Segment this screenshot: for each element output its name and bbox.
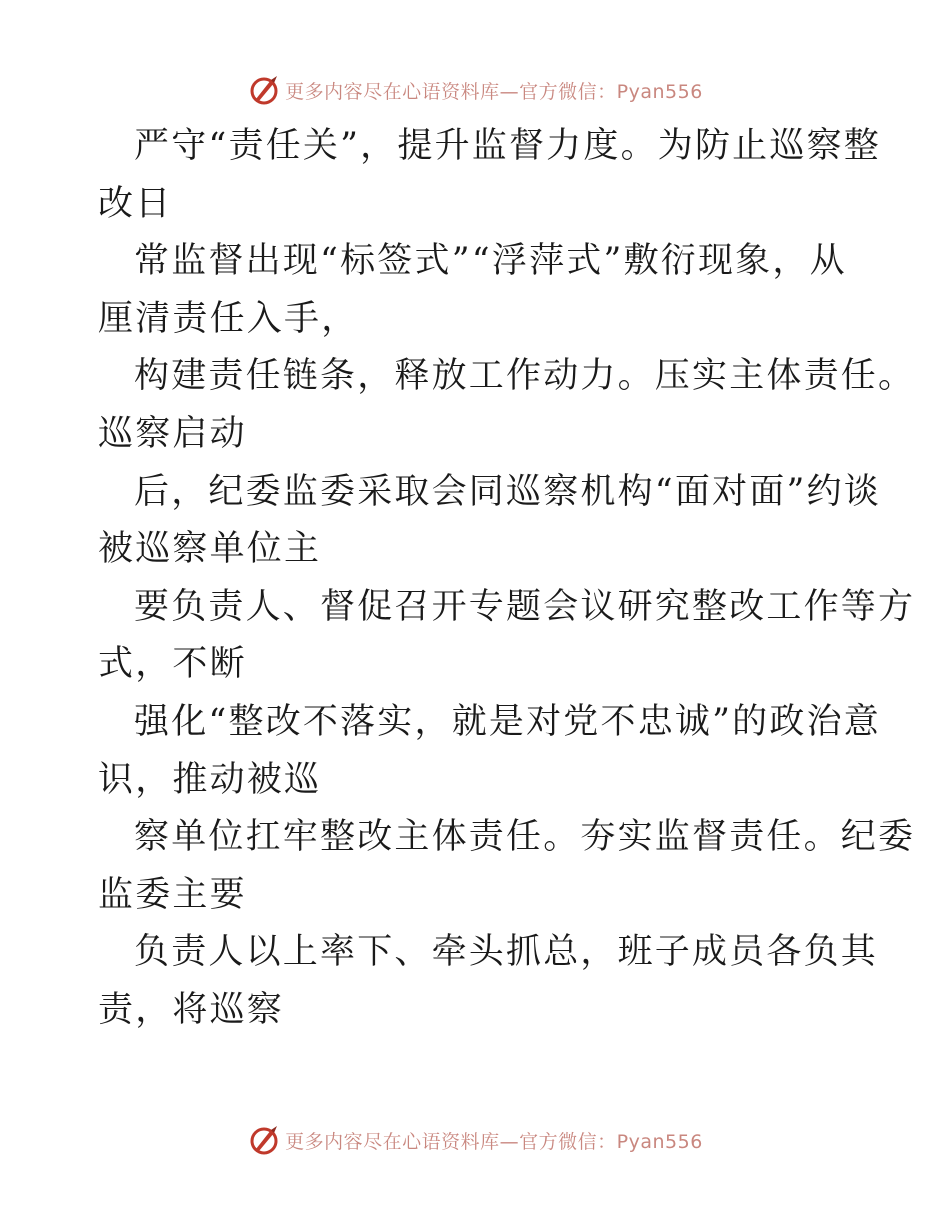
text-line: 被巡察单位主 xyxy=(98,529,322,570)
text-line: 常监督出现“标签式”“浮萍式”敷衍现象，从 xyxy=(134,241,847,282)
text-line: 厘清责任入手， xyxy=(98,298,359,339)
text-line: 察单位扛牢整改主体责任。夯实监督责任。纪委 xyxy=(134,817,916,858)
text-line: 改日 xyxy=(98,183,173,224)
watermark-text: 更多内容尽在心语资料库—官方微信：Pyan556 xyxy=(285,1130,703,1153)
text-line: 式，不断 xyxy=(98,644,247,685)
text-line: 识，推动被巡 xyxy=(98,759,322,800)
text-line: 后，纪委监委采取会同巡察机构“面对面”约谈 xyxy=(134,471,881,512)
quill-pen-icon xyxy=(247,1123,281,1157)
watermark-text: 更多内容尽在心语资料库—官方微信：Pyan556 xyxy=(285,80,703,103)
text-line: 要负责人、督促召开专题会议研究整改工作等方 xyxy=(134,586,916,627)
text-line: 强化“整改不落实，就是对党不忠诚”的政治意 xyxy=(134,701,881,742)
text-line: 负责人以上率下、牵头抓总，班子成员各负其 xyxy=(134,932,879,973)
header-watermark-banner xyxy=(0,70,950,110)
text-line: 构建责任链条，释放工作动力。压实主体责任。 xyxy=(134,356,916,397)
text-line: 严守“责任关”，提升监督力度。为防止巡察整 xyxy=(134,126,881,166)
text-line: 巡察启动 xyxy=(98,413,247,454)
text-line: 责，将巡察 xyxy=(98,989,285,1030)
text-line: 监委主要 xyxy=(98,874,247,915)
document-body xyxy=(98,118,916,1040)
footer-watermark-banner xyxy=(0,1120,950,1160)
quill-pen-icon xyxy=(247,73,281,107)
